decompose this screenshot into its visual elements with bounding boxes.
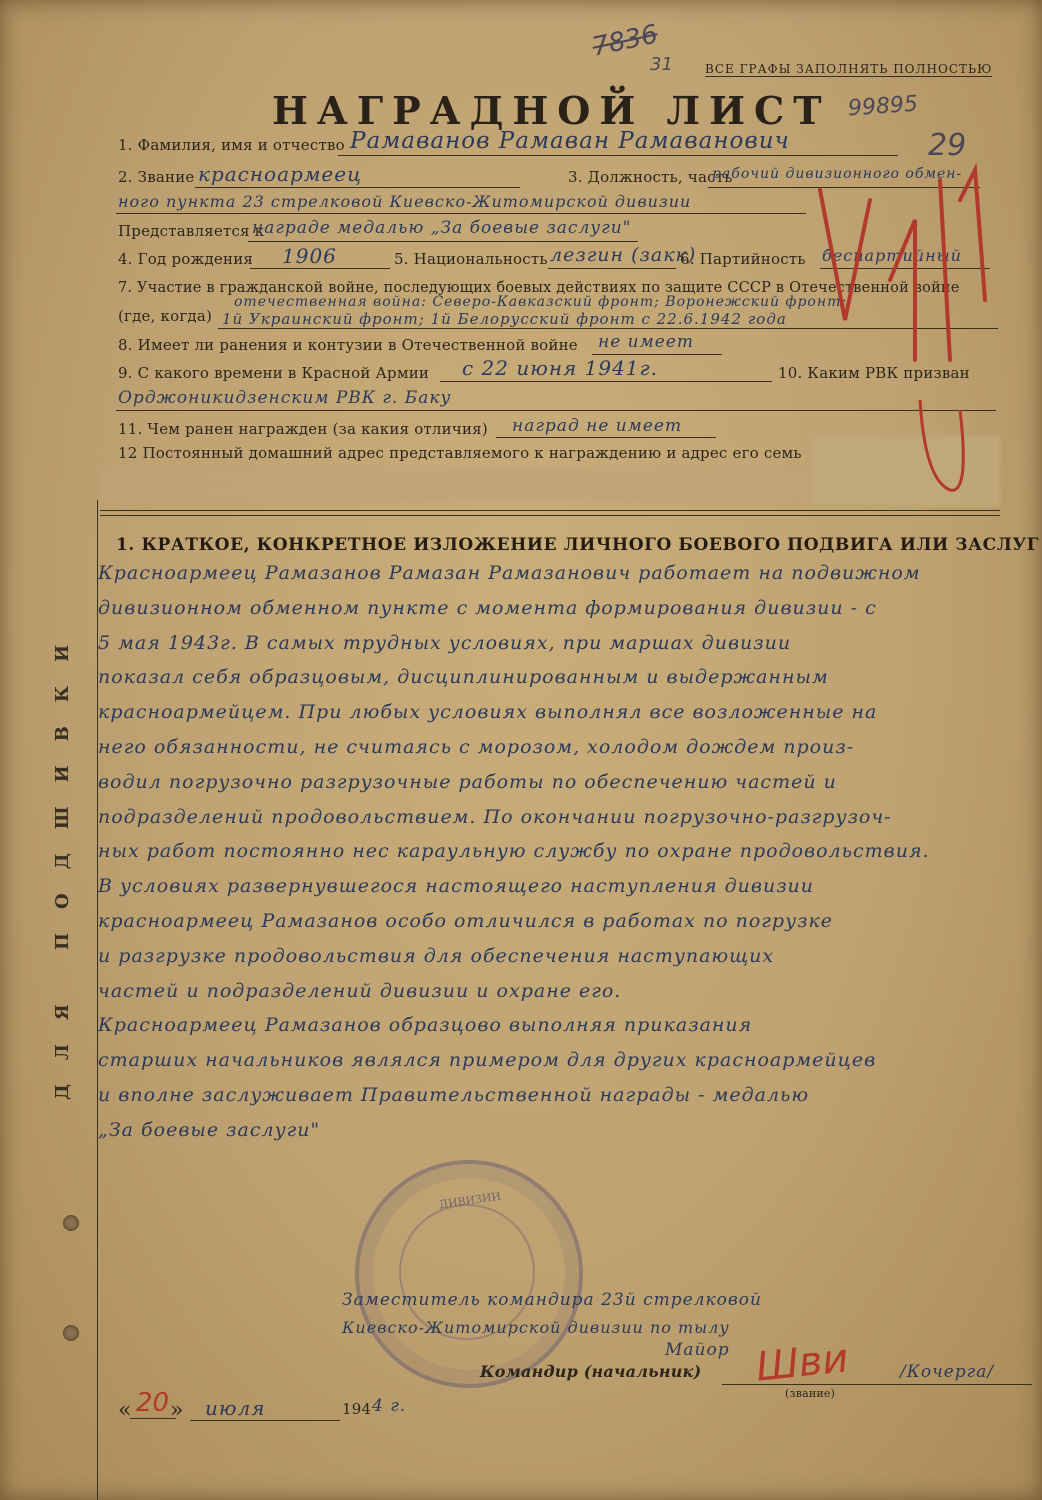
- redaction-block: [100, 468, 810, 502]
- signature-rank: Майор: [665, 1340, 730, 1360]
- present-value: награде медалью „За боевые заслуги": [252, 218, 632, 238]
- signature-line-a: Заместитель командира 23й стрелковой: [342, 1290, 762, 1310]
- field-7-value-a: отечественная война: Северо-Кавказский фронт; Воронежский фронт;: [234, 294, 848, 310]
- merit-line: „За боевые заслуги": [98, 1118, 321, 1141]
- field-7-label: 7. Участие в гражданской войне, последующих боевых действиях по защите СССР в Отечественной войне: [118, 280, 960, 296]
- pencil-archive-number: 7836: [589, 19, 661, 63]
- signature-scribble: Шви: [753, 1335, 851, 1391]
- merit-line: подразделений продовольствием. По окончании погрузочно-разгрузоч-: [98, 805, 892, 828]
- field-4-value: 1906: [282, 244, 337, 268]
- date-year-suffix: 4 г.: [372, 1396, 407, 1416]
- field-5-underline: [548, 268, 676, 269]
- date-year-prefix: 194: [342, 1400, 372, 1418]
- stamp-text: ДИВИЗИИ: [438, 1189, 502, 1212]
- field-9-label: 9. С какого времени в Красной Армии: [118, 364, 430, 382]
- official-stamp: [355, 1160, 583, 1388]
- field-9-underline: [440, 381, 772, 382]
- signature-rank-caption: (звание): [785, 1387, 836, 1400]
- field-8-value: не имеет: [598, 332, 694, 352]
- pencil-archive-number-2: 31: [650, 54, 673, 75]
- merit-line: Красноармеец Рамазанов Рамазан Рамазанович работает на подвижном: [98, 562, 921, 584]
- merit-line: и разгрузке продовольствия для обеспечения наступающих: [98, 944, 775, 967]
- field-10-value: Орджоникидзенским РВК г. Баку: [118, 388, 452, 408]
- merit-line: красноармеец Рамазанов особо отличился в работах по погрузке: [98, 910, 834, 932]
- red-pencil-annotation: [800, 160, 1000, 540]
- field-12-label: 12 Постоянный домашний адрес представляемого к награждению и адрес его семь: [118, 444, 802, 462]
- field-11-underline: [496, 437, 716, 438]
- pencil-right-number: 99895: [847, 91, 919, 122]
- field-8-underline: [592, 354, 722, 355]
- page-title: НАГРАДНОЙ ЛИСТ: [272, 88, 831, 133]
- field-11-value: наград не имеет: [512, 416, 683, 436]
- date-day: 20: [136, 1388, 170, 1418]
- field-2-label: 2. Звание: [118, 168, 195, 186]
- field-3-value-b: ного пункта 23 стрелковой Киевско-Житомирской дивизии: [118, 192, 692, 211]
- merit-line: 5 мая 1943г. В самых трудных условиях, при маршах дивизии: [98, 631, 792, 654]
- merit-line: и вполне заслуживает Правительственной награды - медалью: [98, 1084, 810, 1106]
- field-2-value: красноармеец: [198, 162, 363, 186]
- field-8-label: 8. Имеет ли ранения и контузии в Отечественной войне: [118, 336, 578, 354]
- merit-line: показал себя образцовым, дисциплинированным и выдержанным: [98, 666, 829, 689]
- signature-name: /Кочерга/: [900, 1362, 995, 1382]
- field-7-value-b: 1й Украинский фронт; 1й Белорусский фронт с 22.6.1942 года: [222, 310, 787, 328]
- signature-line-b: Киевско-Житомирской дивизии по тылу: [342, 1318, 730, 1337]
- merit-line: частей и подразделений дивизии и охране его.: [98, 979, 622, 1002]
- field-5-label: 5. Национальность: [394, 250, 548, 268]
- date-month: июля: [205, 1396, 266, 1420]
- merit-line: старших начальников являлся примером для других красноармейцев: [98, 1049, 877, 1072]
- field-3-value-a: рабочий дивизионного обмен-: [712, 166, 963, 182]
- side-binding-label: ДЛЯ ПОДШИВКИ: [52, 620, 73, 1100]
- date-close-quote: »: [170, 1398, 184, 1423]
- merit-line: Красноармеец Рамазанов образцово выполняя приказания: [98, 1014, 753, 1037]
- pencil-count: 29: [928, 128, 967, 163]
- field-6-label: 6. Партийность: [680, 250, 806, 268]
- field-7-where-label: (где, когда): [118, 307, 213, 325]
- merit-line: него обязанности, не считаясь с морозом, холодом дождем произ-: [98, 736, 855, 758]
- section-title: 1. КРАТКОЕ, КОНКРЕТНОЕ ИЗЛОЖЕНИЕ ЛИЧНОГО БОЕВОГО ПОДВИГА ИЛИ ЗАСЛУГ: [116, 535, 1040, 555]
- header-note: ВСЕ ГРАФЫ ЗАПОЛНЯТЬ ПОЛНОСТЬЮ: [705, 62, 993, 76]
- field-3-label: 3. Должность, часть: [568, 168, 733, 186]
- date-month-underline: [190, 1420, 340, 1421]
- field-6-value: беспартийный: [822, 246, 962, 265]
- field-1-value: Рамаванов Рамаван Рамаванович: [350, 128, 790, 154]
- field-9-value: с 22 июня 1941г.: [462, 356, 658, 380]
- field-5-value: лезгин (закк): [550, 244, 697, 266]
- merit-line: дивизионном обменном пункте с момента формирования дивизии - с: [98, 596, 877, 619]
- merit-line: водил погрузочно разгрузочные работы по обеспечению частей и: [98, 770, 837, 793]
- merit-line: ных работ постоянно нес караульную службу по охране продовольствия.: [98, 840, 930, 863]
- punch-hole-bottom: [63, 1325, 79, 1341]
- signature-role-label: Командир (начальник): [480, 1362, 702, 1381]
- date-day-underline: [130, 1418, 176, 1419]
- merit-line: В условиях развернувшегося настоящего наступления дивизии: [98, 875, 815, 898]
- merit-line: красноармейцем. При любых условиях выполнял все возложенные на: [98, 701, 878, 724]
- present-underline: [248, 241, 638, 242]
- field-11-label: 11. Чем ранен награжден (за какия отличия): [118, 420, 488, 438]
- field-3-underline-b: [116, 213, 806, 214]
- field-10-label: 10. Каким РВК призван: [778, 364, 970, 382]
- present-label: Представляется к: [118, 222, 265, 240]
- field-1-underline: [338, 155, 898, 156]
- date-open-quote: «: [118, 1398, 132, 1423]
- field-4-underline: [250, 268, 390, 269]
- field-4-label: 4. Год рождения: [118, 250, 254, 268]
- field-2-underline: [195, 187, 520, 188]
- field-1-label: 1. Фамилия, имя и отчество: [118, 136, 345, 154]
